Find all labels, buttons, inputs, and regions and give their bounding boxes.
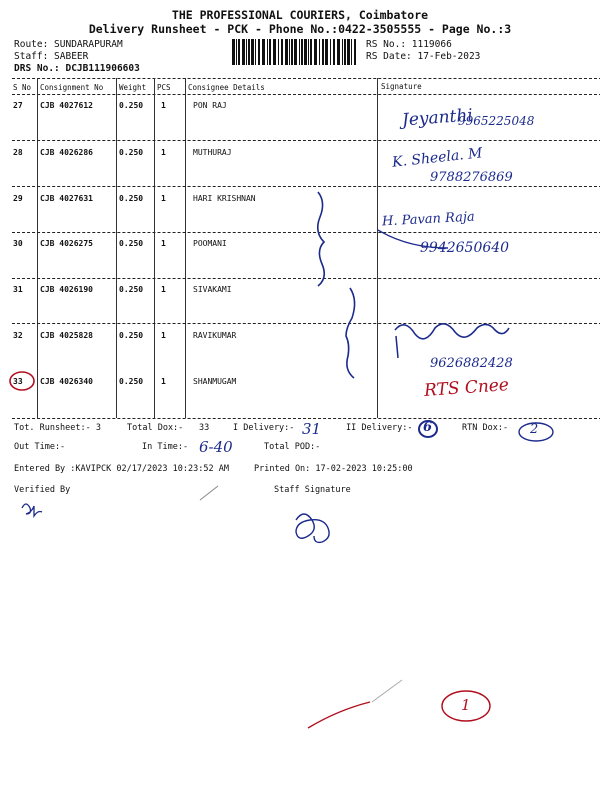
row-pcs: 1 bbox=[161, 194, 166, 203]
route-label: Route: SUNDARAPURAM bbox=[14, 39, 123, 50]
row-consignee: RAVIKUMAR bbox=[193, 331, 237, 340]
row-sno: 32 bbox=[13, 331, 23, 340]
runsheet-title: Delivery Runsheet - PCK - Phone No.:0422-3505555 - Page No.:3 bbox=[88, 22, 512, 36]
phone-row-28: 9788276869 bbox=[430, 170, 513, 185]
signature-row-29: H. Pavan Raja bbox=[381, 209, 476, 230]
row-sno: 31 bbox=[13, 285, 23, 294]
row-pcs: 1 bbox=[161, 148, 166, 157]
row-consignee: HARI KRISHNAN bbox=[193, 194, 256, 203]
staff-signature-label: Staff Signature bbox=[274, 485, 351, 495]
row-sno: 30 bbox=[13, 239, 23, 248]
row-sno: 28 bbox=[13, 148, 23, 157]
row-pcs: 1 bbox=[161, 285, 166, 294]
total-dox-label: Total Dox:- bbox=[127, 423, 184, 433]
col-consignee-details: Consignee Details bbox=[188, 83, 265, 92]
out-time-label: Out Time:- bbox=[14, 442, 66, 452]
row-consignee: SHANMUGAM bbox=[193, 377, 237, 386]
rtn-dox-value: 2 bbox=[530, 422, 539, 437]
company-title: THE PROFESSIONAL COURIERS, Coimbatore bbox=[171, 8, 429, 22]
col-pcs: PCS bbox=[157, 83, 171, 92]
i-delivery-label: I Delivery:- bbox=[233, 423, 295, 433]
row-consignment-no: CJB 4026340 bbox=[40, 377, 93, 386]
entered-by: Entered By :KAVIPCK 02/17/2023 10:23:52 AM bbox=[14, 464, 229, 474]
signature-row-27: Jeyanthi bbox=[401, 105, 474, 131]
drs-number: DRS No.: DCJB111906603 bbox=[14, 63, 140, 74]
rs-date: RS Date: 17-Feb-2023 bbox=[366, 51, 481, 62]
tot-runsheet: Tot. Runsheet:- 3 bbox=[14, 423, 101, 433]
row-pcs: 1 bbox=[161, 331, 166, 340]
row-sno: 33 bbox=[13, 377, 23, 386]
row-consignment-no: CJB 4027612 bbox=[40, 101, 93, 110]
printed-on: Printed On: 17-02-2023 10:25:00 bbox=[254, 464, 413, 474]
staff-label: Staff: SABEER bbox=[14, 51, 89, 62]
in-time-value: 6-40 bbox=[199, 438, 233, 456]
i-delivery-value: 31 bbox=[302, 420, 322, 438]
col-consignment-no: Consignment No bbox=[40, 83, 104, 92]
row-consignment-no: CJB 4027631 bbox=[40, 194, 93, 203]
row-weight: 0.250 bbox=[119, 101, 144, 110]
row-consignment-no: CJB 4026190 bbox=[40, 285, 93, 294]
page-circle-mark: 1 bbox=[461, 696, 471, 714]
total-pod-label: Total POD:- bbox=[264, 442, 321, 452]
row-consignment-no: CJB 4026286 bbox=[40, 148, 93, 157]
signature-row-28: K. Sheela. M bbox=[391, 145, 484, 171]
row-consignee: SIVAKAMI bbox=[193, 285, 232, 294]
in-time-label: In Time:- bbox=[142, 442, 189, 452]
row-sno: 27 bbox=[13, 101, 23, 110]
row-pcs: 1 bbox=[161, 101, 166, 110]
verified-by-label: Verified By bbox=[14, 485, 71, 495]
rs-number: RS No.: 1119066 bbox=[366, 39, 452, 50]
ii-delivery-value: 6 bbox=[423, 420, 433, 435]
row-weight: 0.250 bbox=[119, 377, 144, 386]
col-weight: Weight bbox=[119, 83, 147, 92]
row-sno: 29 bbox=[13, 194, 23, 203]
row-weight: 0.250 bbox=[119, 194, 144, 203]
col-signature: Signature bbox=[381, 82, 422, 91]
total-dox-value: 33 bbox=[199, 423, 210, 433]
row-consignee: POOMANI bbox=[193, 239, 227, 248]
phone-row-29: 9942650640 bbox=[420, 240, 510, 256]
col-sno: S No bbox=[13, 83, 32, 92]
row-weight: 0.250 bbox=[119, 148, 144, 157]
ii-delivery-label: II Delivery:- bbox=[346, 423, 413, 433]
row-pcs: 1 bbox=[161, 377, 166, 386]
row-consignment-no: CJB 4026275 bbox=[40, 239, 93, 248]
row-consignee: MUTHURAJ bbox=[193, 148, 232, 157]
row-pcs: 1 bbox=[161, 239, 166, 248]
phone-row-32: 9626882428 bbox=[430, 356, 513, 371]
row-consignment-no: CJB 4025828 bbox=[40, 331, 93, 340]
rts-note-row-33: RTS Cnee bbox=[423, 375, 510, 401]
row-weight: 0.250 bbox=[119, 331, 144, 340]
row-weight: 0.250 bbox=[119, 285, 144, 294]
rtn-dox-label: RTN Dox:- bbox=[462, 423, 509, 433]
phone-row-27: 9965225048 bbox=[458, 114, 535, 128]
row-weight: 0.250 bbox=[119, 239, 144, 248]
row-consignee: PON RAJ bbox=[193, 101, 227, 110]
